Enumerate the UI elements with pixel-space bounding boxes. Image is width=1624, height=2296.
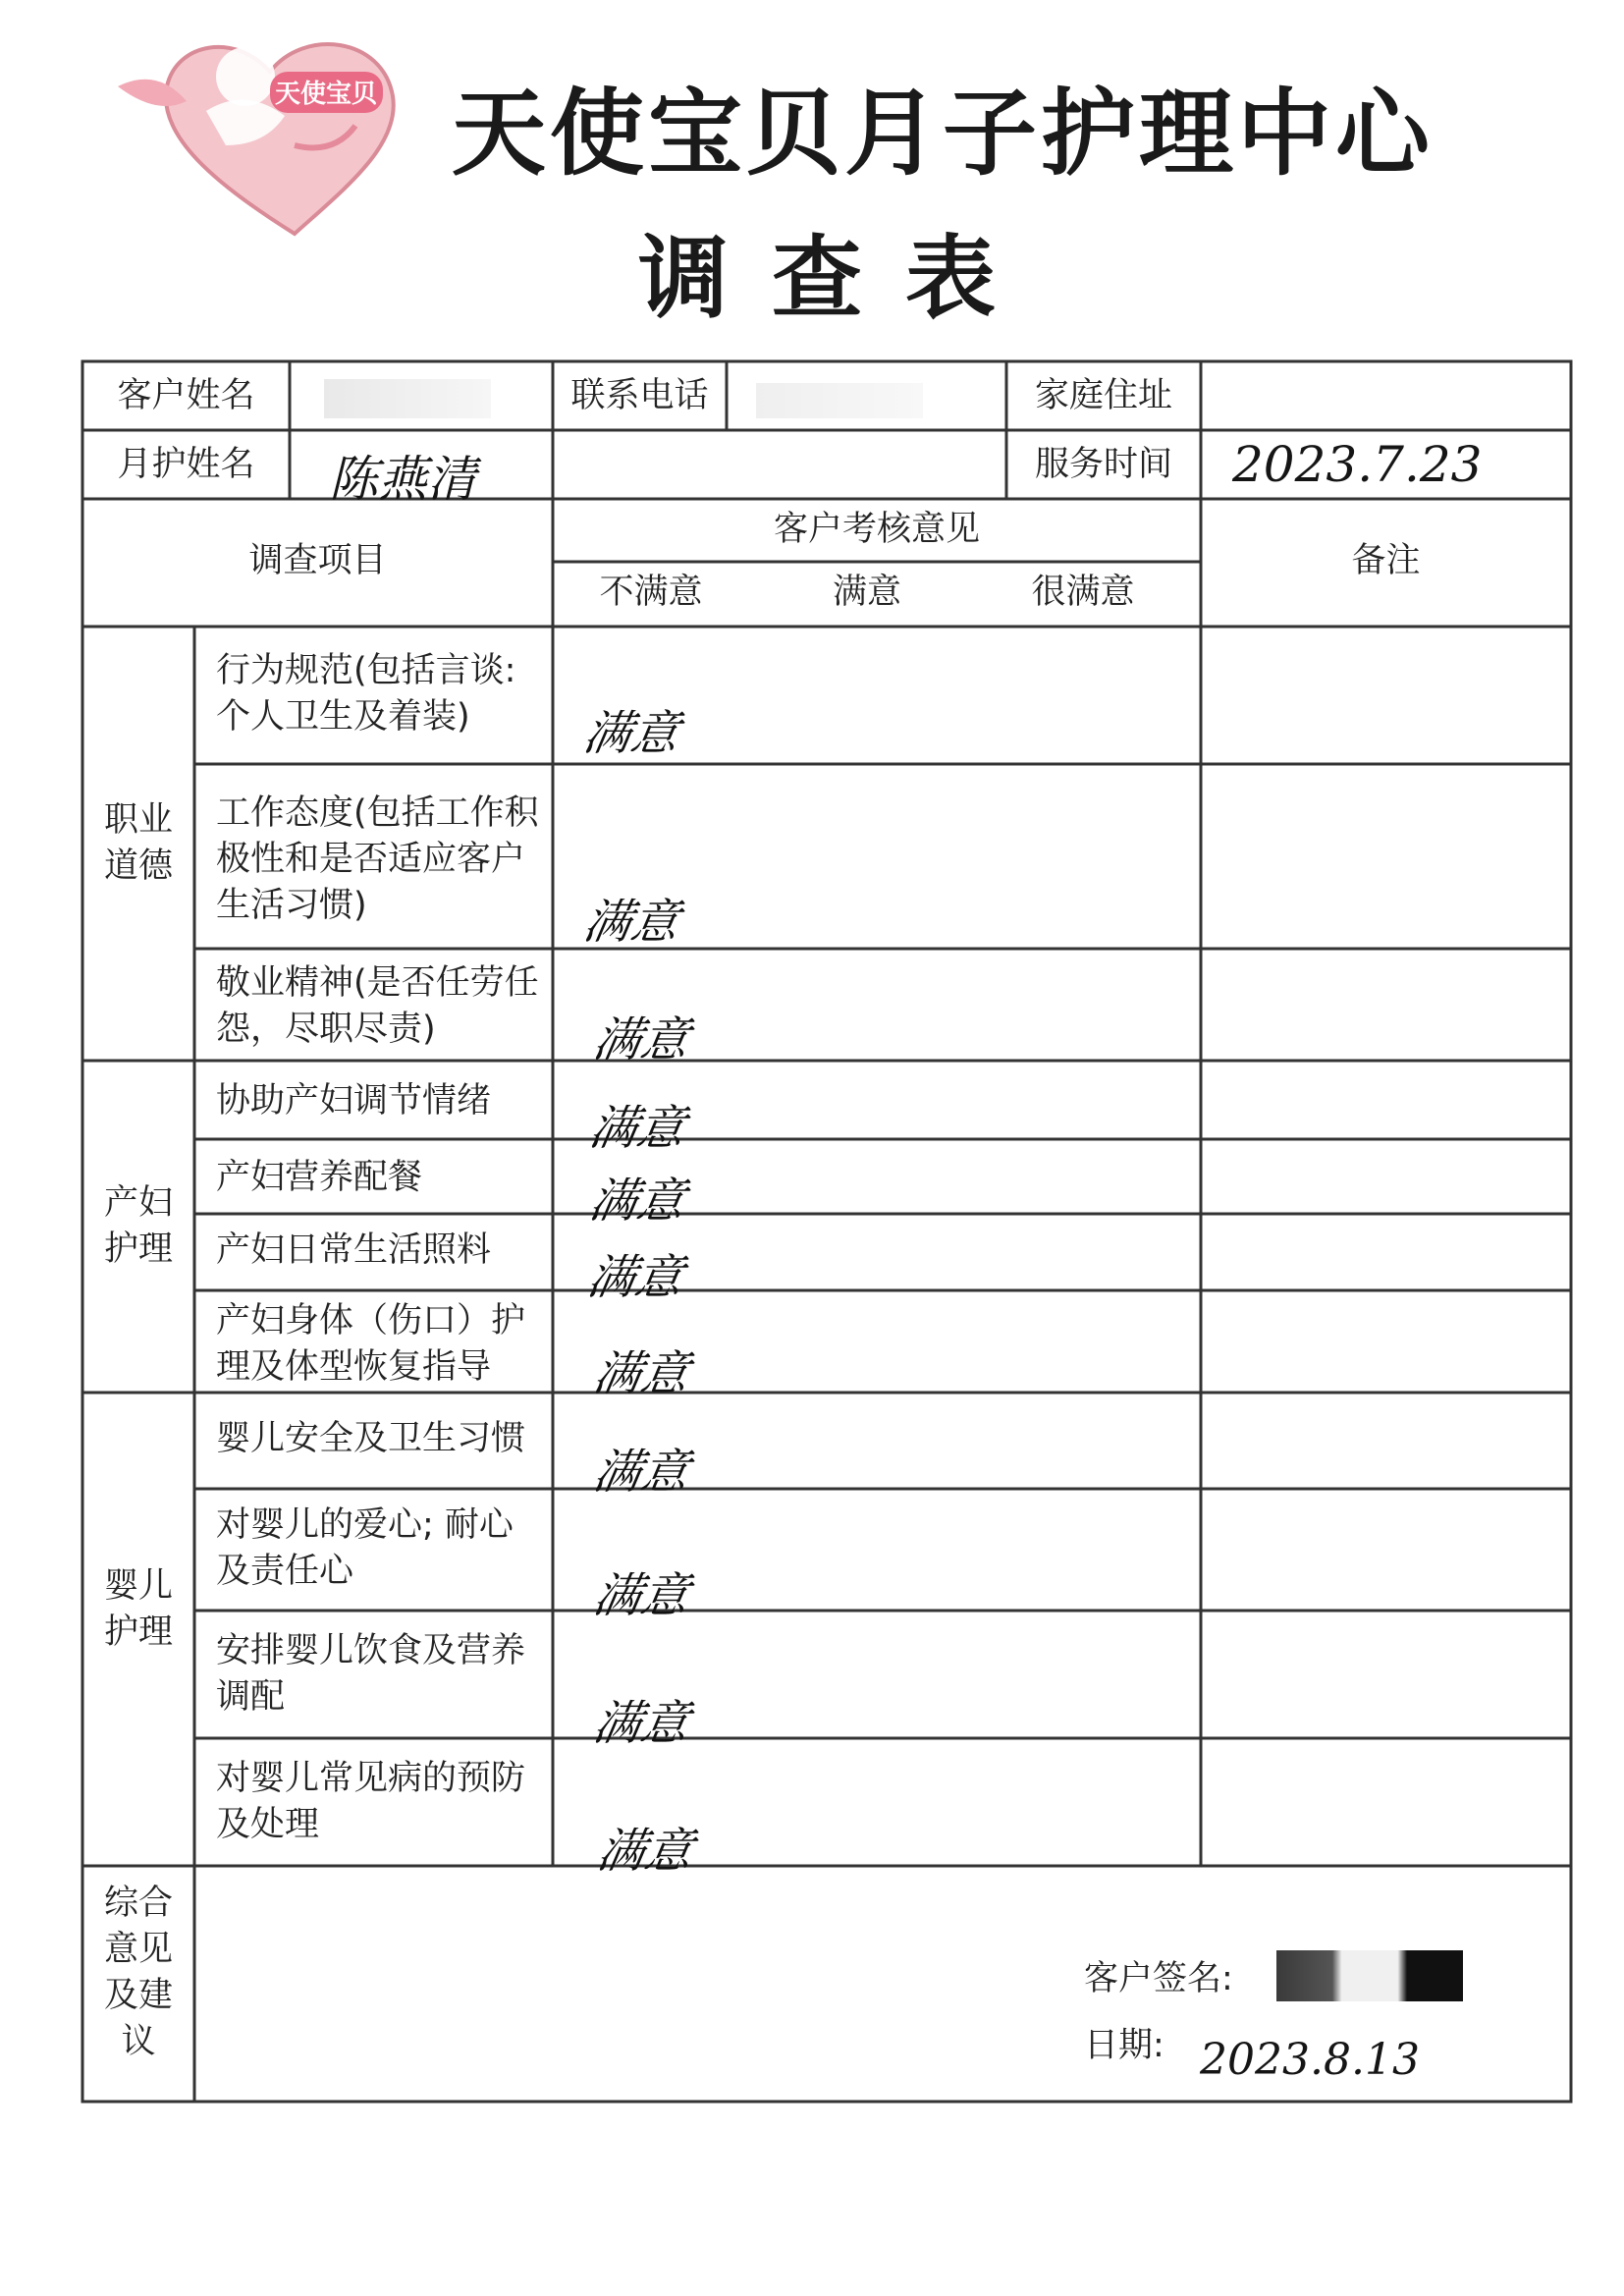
page-title: 天使宝贝月子护理中心 (452, 79, 1434, 189)
signature-label: 客户签名: (1084, 1959, 1233, 1998)
rating-mark: 满意 (579, 706, 684, 761)
nurse-name-label: 月护姓名 (117, 445, 255, 484)
summary-label: 综合 意见 及建 议 (103, 1884, 173, 2061)
item-label: 协助产妇调节情绪 (216, 1081, 492, 1121)
rating-mark: 满意 (593, 1824, 698, 1879)
service-time-value: 2023.7.23 (1232, 436, 1483, 493)
rating-mark: 满意 (589, 1445, 694, 1500)
page-subtitle: 调查表 (638, 226, 1040, 331)
item-label: 产妇身体（伤口）护 理及体型恢复指导 (216, 1301, 526, 1387)
remark-header: 备注 (1351, 541, 1421, 580)
rating-mark: 满意 (579, 895, 684, 950)
service-time-label: 服务时间 (1034, 445, 1172, 484)
rating-mark: 满意 (589, 1012, 694, 1067)
section-infant-care: 婴儿 护理 (103, 1566, 173, 1652)
level-satisfied: 满意 (832, 573, 901, 612)
item-label: 安排婴儿饮食及营养 调配 (216, 1631, 526, 1717)
address-label: 家庭住址 (1034, 376, 1172, 415)
section-professional-ethics: 职业 道德 (103, 800, 173, 886)
item-label: 行为规范(包括言谈: 个人卫生及着装) (216, 651, 516, 737)
rating-mark: 满意 (589, 1696, 694, 1751)
phone-label: 联系电话 (570, 376, 709, 415)
customer-name-redaction (324, 379, 491, 418)
item-label: 敬业精神(是否任劳任 怨，尽职尽责) (216, 963, 539, 1049)
level-very-satisfied: 很满意 (1031, 573, 1135, 612)
date-value: 2023.8.13 (1200, 2035, 1420, 2085)
opinion-header: 客户考核意见 (773, 510, 980, 549)
rating-mark: 满意 (585, 1101, 690, 1156)
phone-redaction (756, 383, 923, 418)
item-label: 婴儿安全及卫生习惯 (216, 1419, 526, 1458)
signature-redaction (1276, 1950, 1463, 2001)
rating-mark: 满意 (589, 1346, 694, 1401)
customer-name-label: 客户姓名 (117, 376, 255, 415)
section-maternal-care: 产妇 护理 (103, 1183, 173, 1269)
item-label: 产妇日常生活照料 (216, 1230, 492, 1270)
survey-item-header: 调查项目 (248, 541, 387, 580)
rating-mark: 满意 (589, 1568, 694, 1623)
item-label: 工作态度(包括工作积 极性和是否适应客户 生活习惯) (216, 793, 539, 925)
nurse-name-value: 陈燕清 (329, 451, 476, 508)
level-dissatisfied: 不满意 (599, 573, 703, 612)
logo-text: 天使宝贝 (274, 80, 378, 109)
item-label: 对婴儿常见病的预防 及处理 (216, 1759, 526, 1844)
date-label: 日期: (1084, 2026, 1164, 2065)
item-label: 对婴儿的爱心; 耐心 及责任心 (216, 1505, 514, 1591)
rating-mark: 满意 (585, 1174, 690, 1229)
item-label: 产妇营养配餐 (216, 1158, 423, 1197)
rating-mark: 满意 (583, 1250, 688, 1305)
